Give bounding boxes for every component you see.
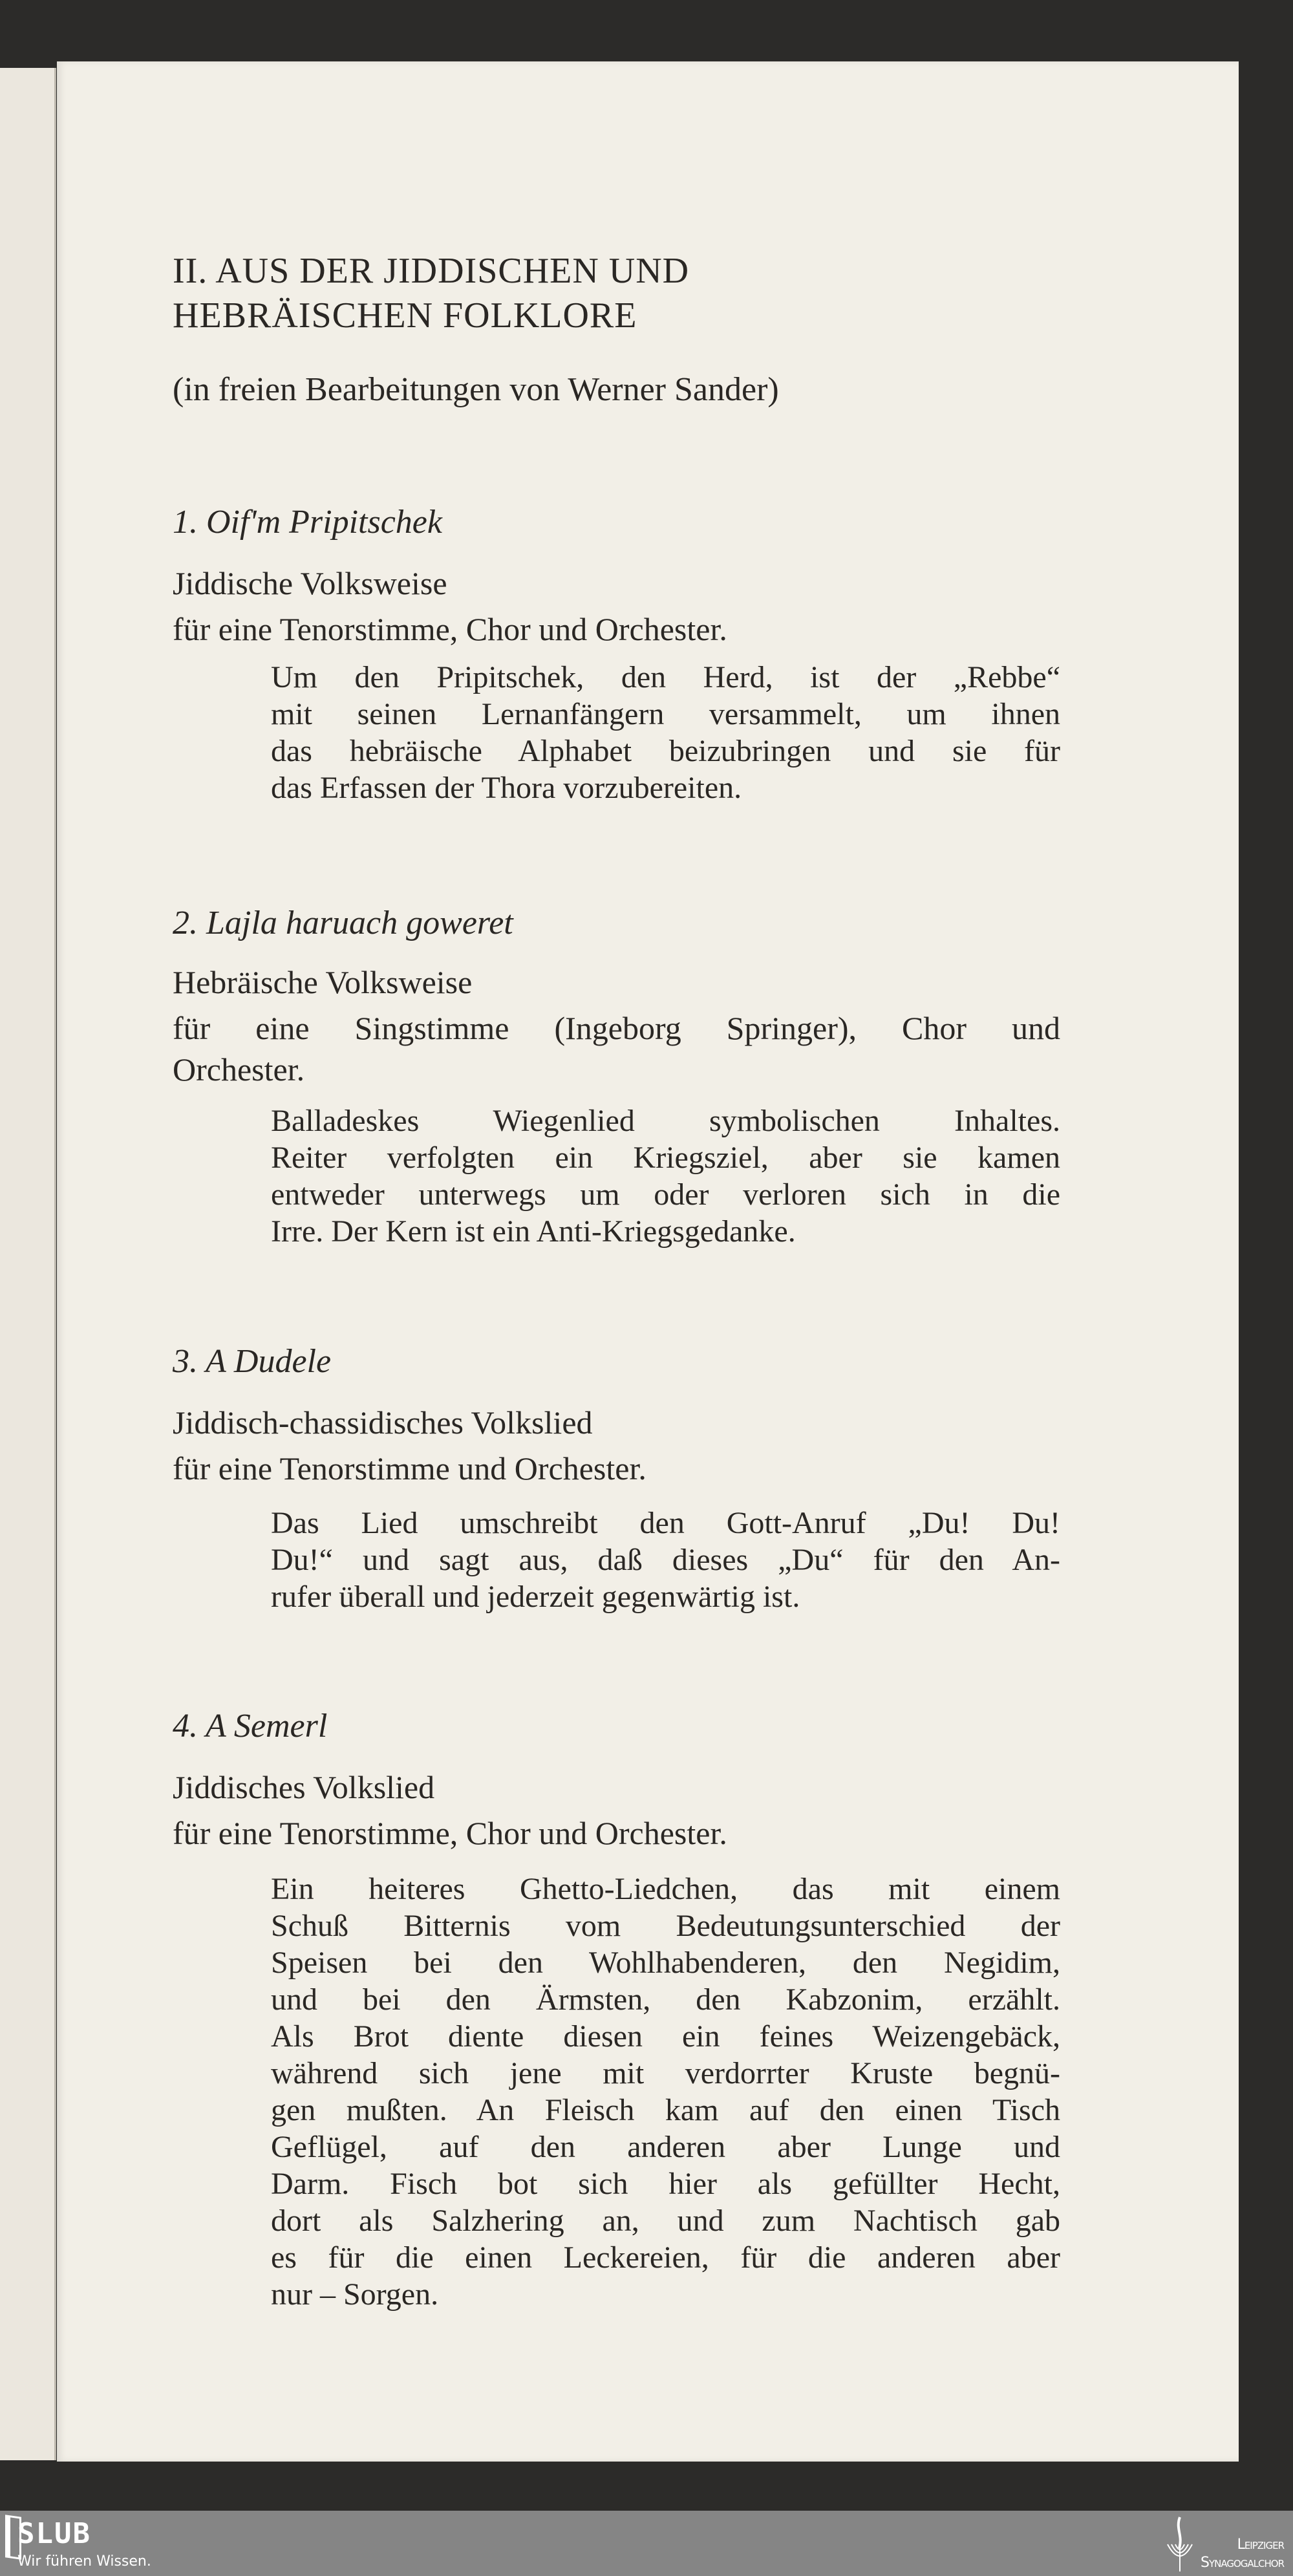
piece-info [173, 960, 1060, 1088]
facing-page-edge [0, 68, 56, 2460]
piece-info-line: für eine Singstimme (Ingeborg Springer), Chor und [173, 1010, 1060, 1046]
footer-bar [0, 2511, 1293, 2576]
description-line: Du!“ und sagt aus, daß dieses „Du“ für den An- [271, 1543, 1060, 1577]
piece-info-line: für eine Tenorstimme, Chor und Orchester. [173, 1815, 727, 1851]
slub-slogan: Wir führen Wissen. [17, 2553, 151, 2570]
description-line: Schuß Bitternis vom Bedeutungsunterschied der [271, 1909, 1060, 1943]
piece-title: 3. A Dudele [173, 1343, 332, 1380]
piece-info [173, 1765, 1060, 1856]
partner-name-line1: Leipziger [1237, 2537, 1284, 2553]
section-subtitle: (in freien Bearbeitungen von Werner Sander) [173, 371, 779, 408]
description-line: entweder unterwegs um oder verloren sich in die [271, 1177, 1060, 1212]
slub-brand[interactable]: SLUB [17, 2517, 91, 2550]
piece-description [271, 659, 1060, 806]
menorah-logo-icon [1164, 2516, 1196, 2573]
piece-description [271, 1505, 1060, 1615]
description-line: es für die einen Leckereien, für die anderen aber [271, 2240, 1060, 2275]
piece-info-line: Jiddisch-chassidisches Volkslied [173, 1404, 593, 1441]
heading-line: II. AUS DER JIDDISCHEN UND [173, 251, 690, 291]
piece-description [271, 1871, 1060, 2313]
description-line: während sich jene mit verdorrter Kruste begnü- [271, 2056, 1060, 2090]
description-line: Ein heiteres Ghetto-Liedchen, das mit einem [271, 1872, 1060, 1906]
piece-info-line: Orchester. [173, 1051, 305, 1088]
piece-info-line: Jiddische Volksweise [173, 565, 447, 601]
piece-description [271, 1102, 1060, 1250]
piece-title: 2. Lajla haruach goweret [173, 905, 513, 941]
description-line: Reiter verfolgten ein Kriegsziel, aber sie kamen [271, 1141, 1060, 1175]
piece-info-line: Hebräische Volksweise [173, 964, 473, 1000]
description-line: gen mußten. An Fleisch kam auf den einen Tisch [271, 2093, 1060, 2127]
description-line: Als Brot diente diesen ein feines Weizengebäck, [271, 2019, 1060, 2054]
description-line: und bei den Ärmsten, den Kabzonim, erzählt. [271, 1982, 1060, 2017]
description-line: Irre. Der Kern ist ein Anti-Kriegsgedanke. [271, 1214, 796, 1249]
description-line: Balladeskes Wiegenlied symbolischen Inhaltes. [271, 1104, 1060, 1138]
piece-info [173, 1400, 1060, 1492]
piece-info [173, 561, 1060, 652]
description-line: Geflügel, auf den anderen aber Lunge und [271, 2130, 1060, 2164]
piece-info-line: Jiddisches Volkslied [173, 1769, 435, 1805]
description-line: dort als Salzhering an, und zum Nachtisch gab [271, 2204, 1060, 2238]
piece-title: 1. Oif'm Pripitschek [173, 504, 442, 541]
piece-title: 4. A Semerl [173, 1708, 328, 1744]
description-line: das hebräische Alphabet beizubringen und sie für [271, 734, 1060, 768]
description-line: mit seinen Lernanfängern versammelt, um ihnen [271, 697, 1060, 731]
description-line: Um den Pripitschek, den Herd, ist der „Rebbe“ [271, 660, 1060, 694]
description-line: das Erfassen der Thora vorzubereiten. [271, 771, 742, 805]
section-heading [173, 249, 1060, 338]
description-line: Darm. Fisch bot sich hier als gefüllter Hecht, [271, 2167, 1060, 2201]
heading-line: HEBRÄISCHEN FOLKLORE [173, 295, 637, 336]
description-line: Das Lied umschreibt den Gott-Anruf „Du! Du! [271, 1506, 1060, 1540]
piece-info-line: für eine Tenorstimme, Chor und Orchester. [173, 611, 727, 647]
description-line: rufer überall und jederzeit gegenwärtig ist. [271, 1580, 800, 1614]
partner-name-line2: Synagogalchor [1201, 2555, 1284, 2571]
piece-info-line: für eine Tenorstimme und Orchester. [173, 1450, 646, 1487]
description-line: Speisen bei den Wohlhabenderen, den Negidim, [271, 1946, 1060, 1980]
description-line: nur – Sorgen. [271, 2277, 439, 2312]
